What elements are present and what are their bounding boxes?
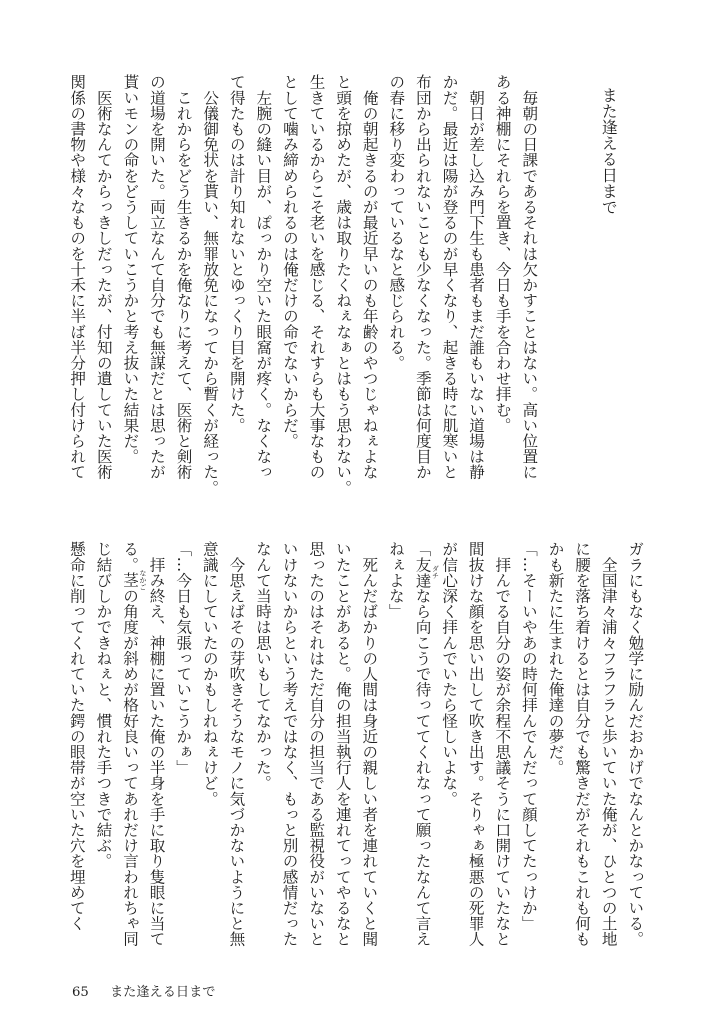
running-title: また逢える日まで [110,985,216,1000]
text-column: の春に移り変わっているなと感じられる。 [387,74,406,371]
ruby-word [413,556,440,588]
ruby-annotation: ダチ [431,565,440,580]
chapter-title: また逢える日まで [599,87,619,215]
text-segment: る。 [121,541,139,573]
text-block-lower [63,541,648,971]
text-column: かも新たに生まれた俺達の夢だ。 [546,541,565,775]
text-segment: 「 [413,541,432,557]
text-column: として噛み締められるのは俺だけの命でないからだ。 [280,74,299,449]
page-footer [0,985,723,1003]
text-column: ねぇよな」 [386,541,405,619]
text-column: かだ。最近は陽が登るのが早くなり、起きる時に肌寒いと [440,74,459,480]
text-column: 関係の書物や様々なものを十禾に半ば半分押し付けられて [68,74,87,480]
text-column: 全国津々浦々フラフラと歩いていた俺が、ひとつの土地 [599,541,618,947]
text-column: 拝み終え、神棚に置いた俺の半身を手に取り隻眼に当て [147,541,166,947]
text-column: の道場を開いた。両立なんて自分でも無謀だとは思ったが [147,74,166,480]
text-column: 意識にしていたのかもしれねぇけど。 [200,541,219,807]
text-column: 貰いモンの命をどうしていこうかと考え抜いた結果だ。 [121,74,140,464]
ruby-annotation: なかご [139,569,147,591]
text-column-with-ruby [116,541,147,971]
text-segment: なら向こうで待っててくれなって願ったなんて言え [413,587,432,947]
text-column: いたことがあると。俺の担当執行人を連れてってやるなと [333,541,352,947]
ruby-word [121,569,147,591]
text-column: 間抜けな顔を思い出して吹き出す。そりゃぁ極悪の死罪人 [466,541,485,947]
ruby-base: 友達 [413,556,432,588]
text-column: いけないからという考えではなく、もっと別の感情だった [280,541,299,947]
text-column: 医術なんてからっきしだったが、付知の遺していた医術 [94,74,113,480]
text-column: 毎朝の日課であるそれは欠かすことはない。高い位置に [520,74,539,480]
text-column: じ結びしかできねぇと、慣れた手つきで結ぶ。 [94,541,113,869]
text-column: 俺の朝起きるのが最近早いのも年齢のやつじゃねぇよな [360,74,379,480]
text-column: 布団から出られないことも少なくなった。季節は何度目か [413,74,432,480]
text-column: 今思えばその芽吹きそうなモノに気づかないようにと無 [227,541,246,947]
text-column: 「…そーいやあの時何拝んでんだって顔してたっけか」 [519,541,538,931]
text-column: 「…今日も気張っていこうかぁ」 [174,541,193,775]
text-column: これからをどう生きるかを俺なりに考えて、医術と剣術 [174,74,193,480]
text-column: 生きているからこそ老いを感じる、それすらも大事なもの [307,74,326,480]
text-column: 思ったのはそれはただ自分の担当である監視役がいないと [307,541,326,947]
text-column: に腰を落ち着けるとは自分でも驚きだがそれもこれも何も [573,541,592,947]
text-column: ある神棚にそれらを置き、今日も手を合わせ拝む。 [493,74,512,433]
text-column: が信心深く拝んでいたら怪しいよな。 [440,541,459,807]
text-column: ガラにもなく勉学に励んだおかげでなんとかなっている。 [626,541,645,947]
text-column: と頭を掠めたが、歳は取りたくねぇなぁとはもう思わない。 [334,74,353,496]
text-segment: の角度が斜めが格好良いってあれだけ言われちゃ同 [121,587,139,947]
text-column: 死んだばかりの人間は身近の親しい者を連れていくと聞 [360,541,379,947]
text-column: 懸命に削ってくれていた鍔の眼帯が空いた穴を埋めてく [67,541,86,931]
text-column: 朝日が差し込み門下生も患者もまだ誰もいない道場は静 [467,74,486,480]
text-column: 公儀御免状を貰い、無罪放免になってから暫くが経った。 [201,74,220,496]
page-number: 65 [72,985,89,1000]
text-block-upper [64,74,543,504]
ruby-base: 茎 [121,572,139,588]
text-column: 左腕の縫い目が、ぽっかり空いた眼窩が疼く。なくなっ [254,74,273,480]
text-column: 拝んでる自分の姿が余程不思議そうに口開けていたなと [493,541,512,947]
text-column: て得たものは計り知れないとゆっくり目を開けた。 [227,74,246,433]
text-column: なんて当時は思いもしてなかった。 [253,541,272,791]
text-column-with-ruby [409,541,440,971]
